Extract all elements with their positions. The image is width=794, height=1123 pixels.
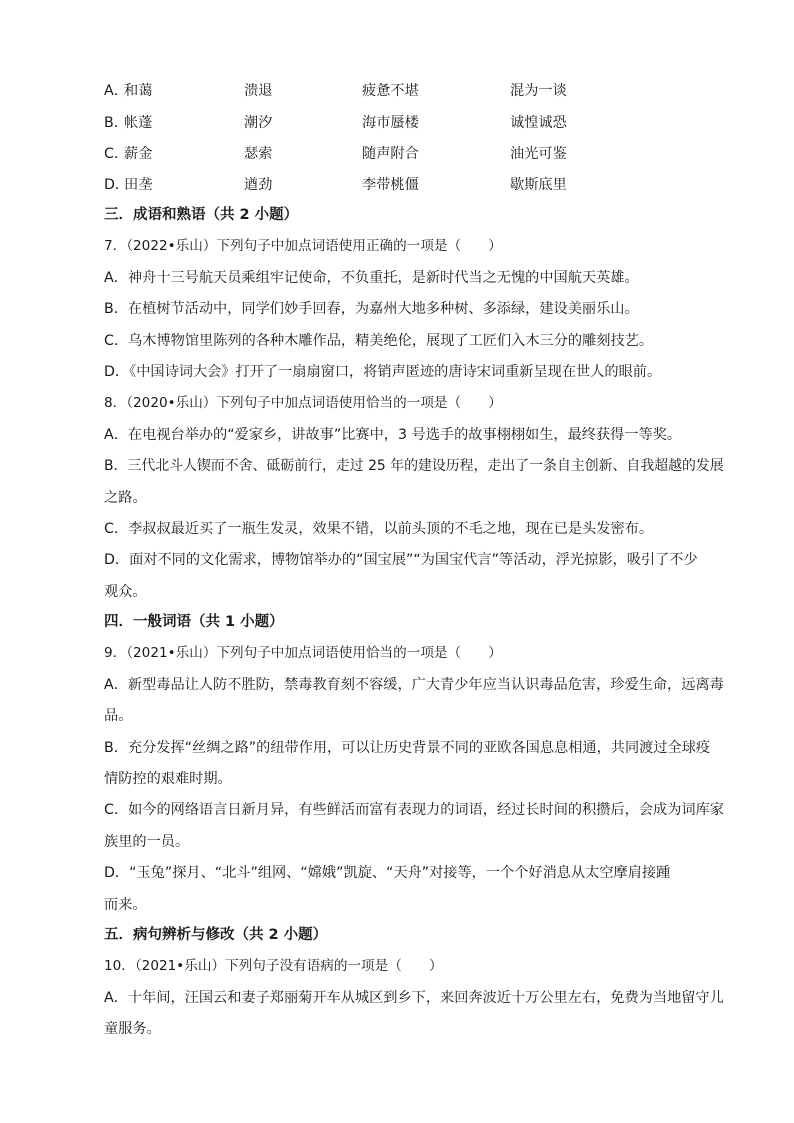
option-label: C． [104,146,129,162]
word-2: 遒劲 [244,177,273,193]
word-1: 帐蓬 [124,115,153,131]
option-label: B． [104,115,128,131]
answer-option: B．三代北斗人锲而不舍、砥砺前行，走过 25 年的建设历程，走出了一条自主创新、自我超越的发展 [104,458,724,474]
answer-option: A．新型毒品让人防不胜防，禁毒教育刻不容缓，广大青少年应当认识毒品危害，珍爱生命，远离毒 [104,677,724,693]
word-2: 瑟索 [244,146,273,162]
word-2: 潮汐 [244,115,273,131]
word-3: 海市蜃楼 [362,115,419,131]
word-2: 溃退 [244,83,273,99]
answer-option: D．面对不同的文化需求，博物馆举办的“国宝展”“为国宝代言”等活动，浮光掠影，吸引了不少 [104,552,698,568]
section-heading: 三．成语和熟语（共 2 小题） [104,207,299,223]
answer-option-continued: 观众。 [104,584,147,600]
answer-option: D．“玉兔”探月、“北斗”组网、“嫦娥”凯旋、“天舟”对接等，一个个好消息从太空摩肩接踵 [104,865,671,881]
word-3: 疲惫不堪 [362,83,419,99]
answer-option: C．乌木博物馆里陈列的各种木雕作品，精美绝伦，展现了工匠们入木三分的雕刻技艺。 [104,333,654,349]
answer-option-continued: 情防控的艰难时期。 [104,771,232,787]
word-4: 诚惶诚恐 [510,115,567,131]
option-label: D． [104,177,130,193]
word-1: 田垄 [124,177,153,193]
section-heading: 五．病句辨析与修改（共 2 小题） [104,927,328,943]
word-1: 薪金 [124,146,153,162]
answer-option-continued: 童服务。 [104,1021,161,1037]
answer-option: B．在植树节活动中，同学们妙手回春，为嘉州大地多种树、多添绿，建设美丽乐山。 [104,301,639,317]
answer-option-continued: 之路。 [104,490,147,506]
answer-option: A．十年间，汪国云和妻子郑丽菊开车从城区到乡下，来回奔波近十万公里左右，免费为当地留守儿 [104,990,724,1006]
word-3: 李带桃僵 [362,177,419,193]
answer-option: A．在电视台举办的“爱家乡，讲故事”比赛中，3 号选手的故事栩栩如生，最终获得一等奖。 [104,427,682,443]
question-stem: 10．（2021•乐山）下列句子没有语病的一项是（ ） [104,958,443,974]
word-1: 和蔼 [124,83,153,99]
question-stem: 7．（2022•乐山）下列句子中加点词语使用正确的一项是（ ） [104,238,502,254]
word-4: 歇斯底里 [510,177,567,193]
question-stem: 9．（2021•乐山）下列句子中加点词语使用恰当的一项是（ ） [104,645,502,661]
answer-option-continued: 而来。 [104,897,147,913]
section-heading: 四．一般词语（共 1 小题） [104,614,284,630]
answer-option: C．如今的网络语言日新月异，有些鲜活而富有表现力的词语，经过长时间的积攒后，会成为词库家 [104,802,724,818]
option-label: A． [104,83,128,99]
word-4: 混为一谈 [510,83,567,99]
word-4: 油光可鉴 [510,146,567,162]
answer-option: C．李叔叔最近买了一瓶生发灵，效果不错，以前头顶的不毛之地，现在已是头发密布。 [104,521,654,537]
question-stem: 8．（2020•乐山）下列句子中加点词语使用恰当的一项是（ ） [104,395,502,411]
answer-option-continued: 品。 [104,708,133,724]
word-3: 随声附合 [362,146,419,162]
answer-option-continued: 族里的一员。 [104,834,190,850]
answer-option: B．充分发挥“丝绸之路”的纽带作用，可以让历史背景不同的亚欧各国息息相通，共同渡过全球疫 [104,740,711,756]
answer-option: D．《中国诗词大会》打开了一扇扇窗口，将销声匿迹的唐诗宋词重新呈现在世人的眼前。 [104,364,662,380]
answer-option: A．神舟十三号航天员乘组牢记使命，不负重托，是新时代当之无愧的中国航天英雄。 [104,270,639,286]
